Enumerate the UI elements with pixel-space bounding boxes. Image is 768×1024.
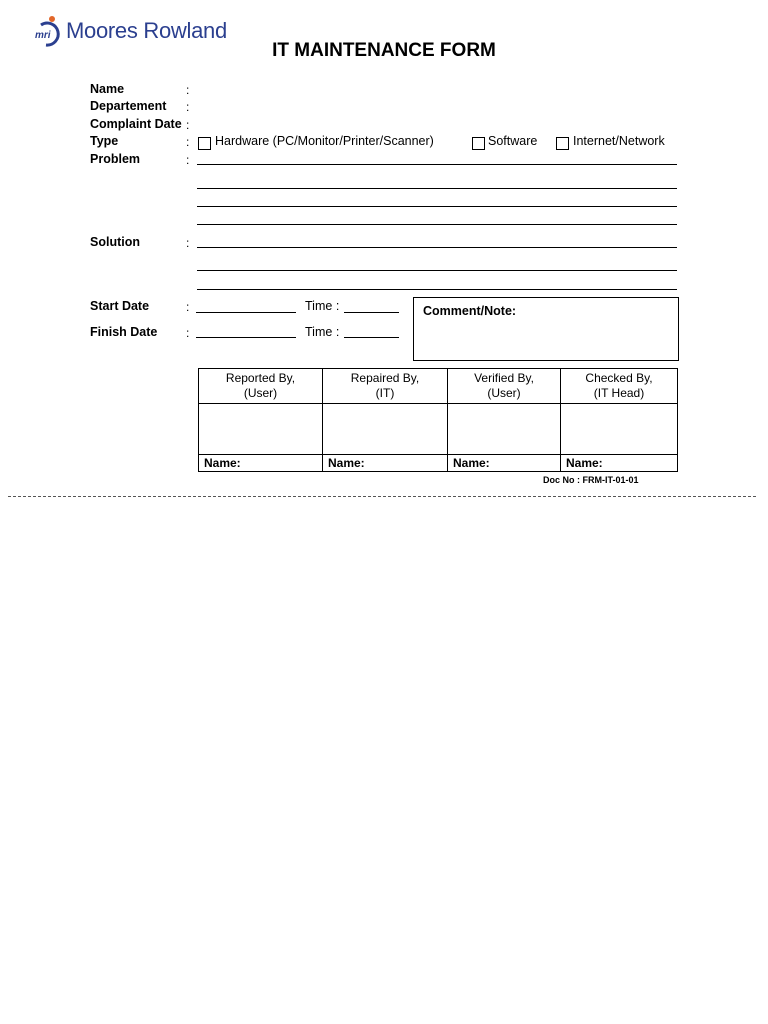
finish-time-label: Time : xyxy=(305,325,340,339)
finish-date-line[interactable] xyxy=(196,337,296,338)
solution-line-3[interactable] xyxy=(197,289,677,290)
hardware-option-label: Hardware (PC/Monitor/Printer/Scanner) xyxy=(215,134,434,148)
complaint-date-colon: : xyxy=(186,118,190,132)
start-time-line[interactable] xyxy=(344,312,399,313)
complaint-date-label: Complaint Date xyxy=(90,117,182,131)
solution-label: Solution xyxy=(90,235,140,249)
doc-number: Doc No : FRM-IT-01-01 xyxy=(543,475,639,485)
company-name: Moores Rowland xyxy=(66,18,227,43)
department-colon: : xyxy=(186,100,190,114)
reported-by-signature[interactable] xyxy=(199,404,323,455)
solution-colon: : xyxy=(186,236,190,250)
problem-line-4[interactable] xyxy=(197,224,677,225)
start-time-label: Time : xyxy=(305,299,340,313)
software-checkbox[interactable] xyxy=(472,137,485,150)
internet-network-checkbox[interactable] xyxy=(556,137,569,150)
problem-label: Problem xyxy=(90,152,141,166)
problem-colon: : xyxy=(186,153,190,167)
signature-space-row xyxy=(199,404,678,455)
name-label: Name xyxy=(90,82,125,96)
signature-table xyxy=(198,368,678,472)
checked-by-signature[interactable] xyxy=(561,404,678,455)
solution-line-2[interactable] xyxy=(197,270,677,271)
department-label: Departement xyxy=(90,99,167,113)
solution-line-1[interactable] xyxy=(197,247,677,248)
signature-name-row xyxy=(199,455,678,472)
signature-header-row xyxy=(199,369,678,404)
reported-by-header: Reported By, (User) xyxy=(199,369,323,404)
start-date-line[interactable] xyxy=(196,312,296,313)
finish-date-colon: : xyxy=(186,326,190,340)
problem-line-2[interactable] xyxy=(197,188,677,189)
repaired-by-signature[interactable] xyxy=(323,404,448,455)
verified-by-signature[interactable] xyxy=(448,404,561,455)
reported-by-name[interactable]: Name: xyxy=(199,455,323,472)
problem-line-1[interactable] xyxy=(197,164,677,165)
name-colon: : xyxy=(186,83,190,97)
type-label: Type xyxy=(90,134,119,148)
cut-line-divider xyxy=(8,496,756,497)
internet-network-option-label: Internet/Network xyxy=(573,134,665,148)
type-colon: : xyxy=(186,135,190,149)
software-option-label: Software xyxy=(488,134,538,148)
repaired-by-header: Repaired By, (IT) xyxy=(323,369,448,404)
comment-note-box[interactable] xyxy=(413,297,679,361)
start-date-colon: : xyxy=(186,300,190,314)
form-title: IT MAINTENANCE FORM xyxy=(272,40,496,61)
verified-by-header: Verified By, (User) xyxy=(448,369,561,404)
repaired-by-name[interactable]: Name: xyxy=(323,455,448,472)
start-date-label: Start Date xyxy=(90,299,150,313)
comment-note-label: Comment/Note: xyxy=(423,304,517,318)
logo-mark-text: mri xyxy=(35,30,51,41)
finish-time-line[interactable] xyxy=(344,337,399,338)
checked-by-header: Checked By, (IT Head) xyxy=(561,369,678,404)
hardware-checkbox[interactable] xyxy=(198,137,211,150)
checked-by-name[interactable]: Name: xyxy=(561,455,678,472)
finish-date-label: Finish Date xyxy=(90,325,158,339)
verified-by-name[interactable]: Name: xyxy=(448,455,561,472)
problem-line-3[interactable] xyxy=(197,206,677,207)
